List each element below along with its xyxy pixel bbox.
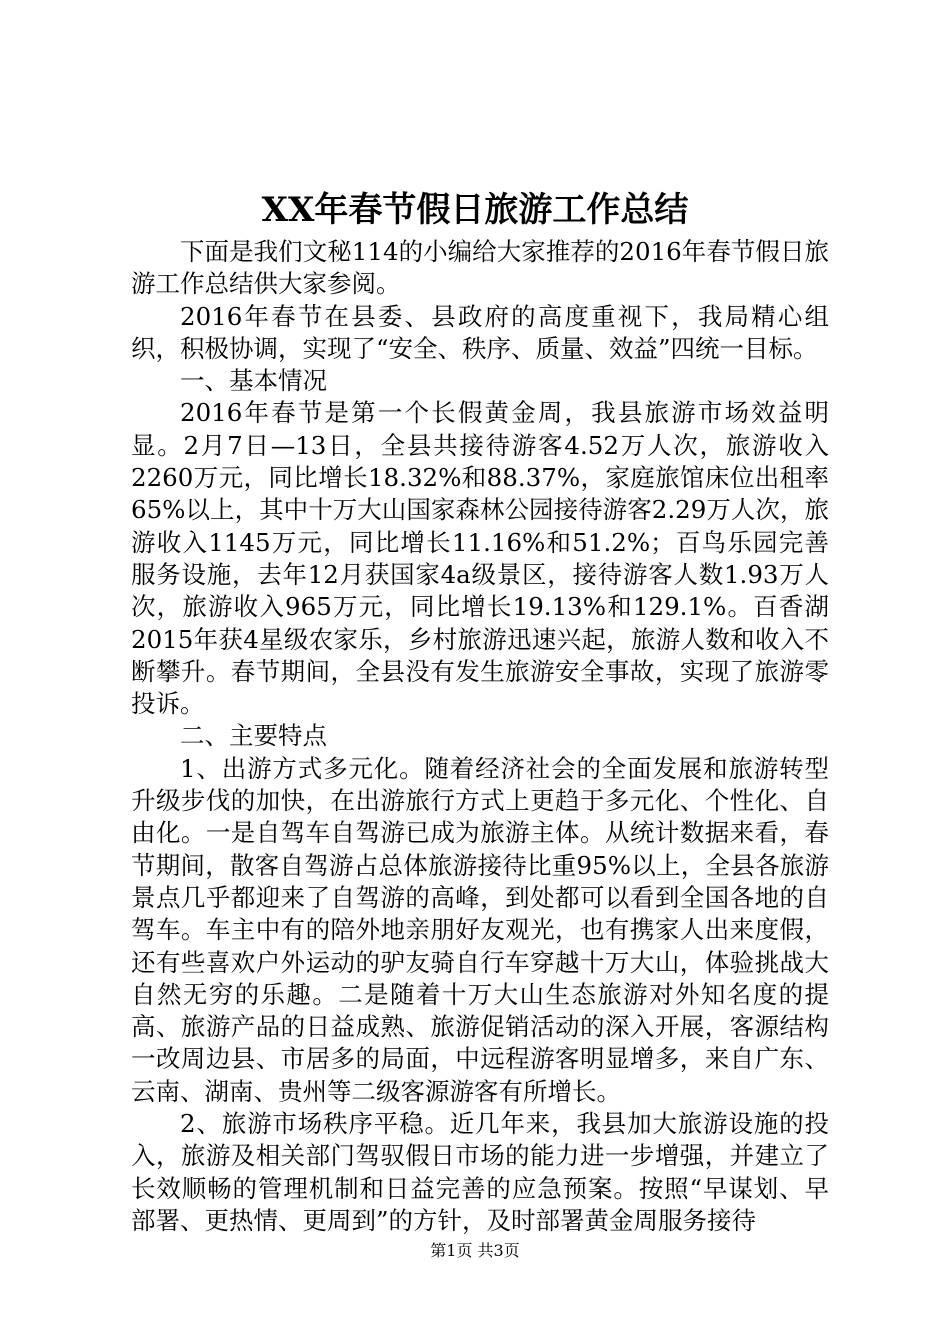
- section-heading-basic: 一、基本情况: [180, 366, 327, 396]
- section-heading-features: 二、主要特点: [180, 721, 327, 751]
- paragraph-intro: 下面是我们文秘114的小编给大家推荐的2016年春节假日旅游工作总结供大家参阅。: [131, 237, 829, 299]
- document-title: XX年春节假日旅游工作总结: [261, 190, 689, 230]
- paragraph-feature-2: 2、旅游市场秩序平稳。近几年来，我县加大旅游设施的投入，旅游及相关部门驾驭假日市场的能力进一步增强，并建立了长效顺畅的管理机制和日益完善的应急预案。按照“早谋划、早部署、更热情、更周到”的方针，及时部署黄金周服务接待: [131, 1109, 829, 1235]
- paragraph-basic-situation: 2016年春节是第一个长假黄金周，我县旅游市场效益明显。2月7日—13日，全县共接待游客4.52万人次，旅游收入2260万元，同比增长18.32%和88.37%，家庭旅馆床位出租率65%以上，其中十万大山国家森林公园接待游客2.29万人次，旅游收入1145万元，同比增长11.16%和51.2%；百鸟乐园完善服务设施，去年12月获国家4a级景区，接待游客人数1.93万人次，旅游收入965万元，同比增长19.13%和129.1%。百香湖2015年获4星级农家乐，乡村旅游迅速兴起，旅游人数和收入不断攀升。春节期间，全县没有发生旅游安全事故，实现了旅游零投诉。: [131, 398, 829, 719]
- paragraph-summary: 2016年春节在县委、县政府的高度重视下，我局精心组织，积极协调，实现了“安全、秩序、质量、效益”四统一目标。: [131, 301, 829, 363]
- paragraph-feature-1: 1、出游方式多元化。随着经济社会的全面发展和旅游转型升级步伐的加快，在出游旅行方式上更趋于多元化、个性化、自由化。一是自驾车自驾游已成为旅游主体。从统计数据来看，春节期间，散客自驾游占总体旅游接待比重95%以上，全县各旅游景点几乎都迎来了自驾游的高峰，到处都可以看到全国各地的自驾车。车主中有的陪外地亲朋好友观光，也有携家人出来度假，还有些喜欢户外运动的驴友骑自行车穿越十万大山，体验挑战大自然无穷的乐趣。二是随着十万大山生态旅游对外知名度的提高、旅游产品的日益成熟、旅游促销活动的深入开展，客源结构一改周边县、市居多的局面，中远程游客明显增多，来自广东、云南、湖南、贵州等二级客源游客有所增长。: [131, 753, 829, 1106]
- page-number-footer: 第1页 共3页: [430, 1241, 520, 1260]
- document-body: [131, 236, 829, 1237]
